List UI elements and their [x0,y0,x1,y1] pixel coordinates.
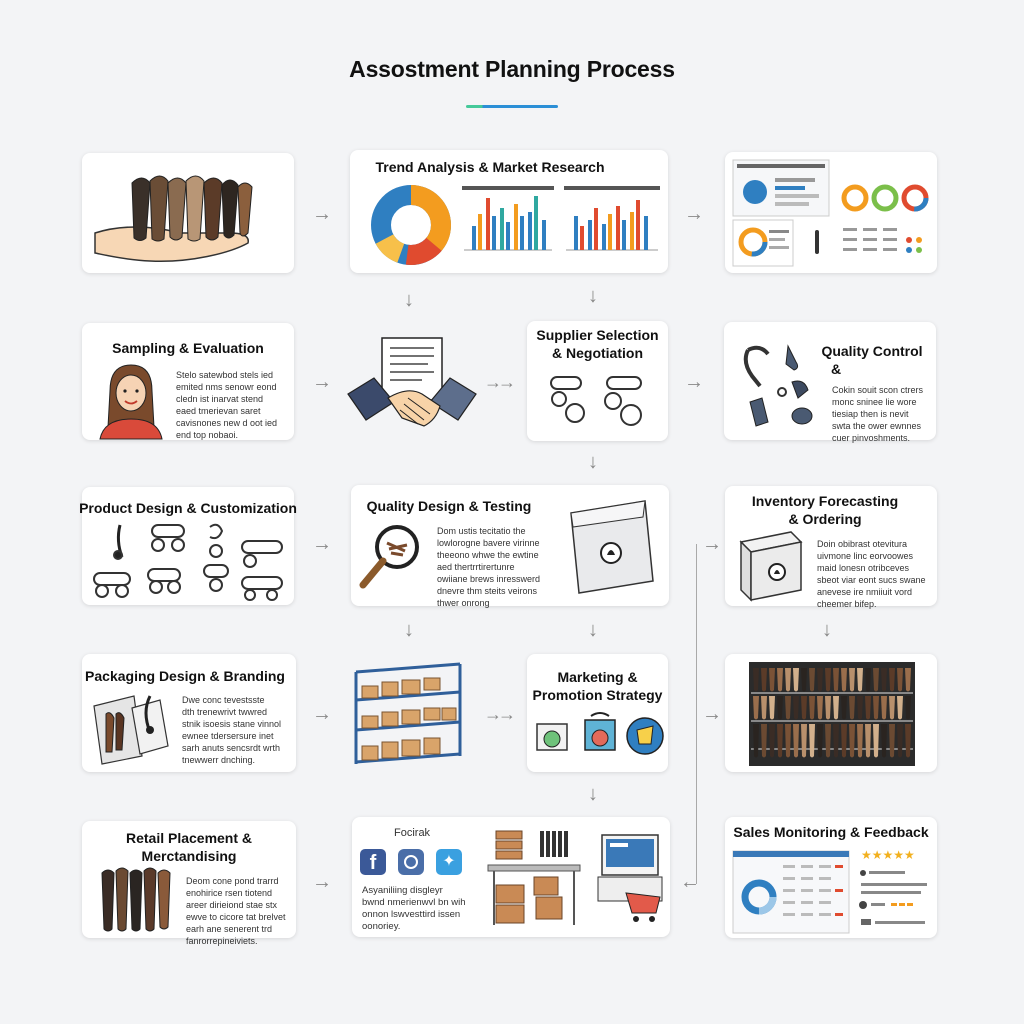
arrow-down-2: ↓ [588,285,598,307]
arrow-r1-2: → [684,203,704,225]
arrow-r2-2: →→ [484,372,512,392]
hair-hand-icon [90,163,290,268]
arrow-down-7: ↓ [588,783,598,805]
promotion-icons [535,712,663,762]
arrow-r2-1: → [312,371,332,393]
arrow-r4-3: → [702,703,722,725]
retail-title-1: Retail Placement & [125,830,253,846]
trend-title: Trend Analysis & Market Research [375,159,605,175]
packaging-body-line: stnik isoesis stane vinnol [182,719,282,729]
hair-bundle [785,724,791,758]
inventory-body [817,538,933,610]
card-social [352,817,670,937]
display-table-icon [484,825,584,933]
inventory-body-line: uivmone linc eorvoowes [817,551,914,561]
bar-chart-icon [462,186,554,258]
magnifier-icon [357,523,423,595]
retail-body-line: areer dirieiond stae stx [186,900,278,910]
quality-control-body [832,384,932,444]
social-body [362,885,486,933]
keychain-icon [738,342,822,432]
quality-control-body-line: swta the ower ewnnes [832,421,922,431]
sales-dashboard-icon [731,847,931,935]
quality-control-body-line: cuer pinvoshments. [832,433,911,443]
arrow-down-6: ↓ [822,619,832,641]
arrow-r4-2: →→ [484,704,512,724]
sales-title: Sales Monitoring & Feedback [733,824,929,840]
connector-vertical [696,544,697,884]
facebook-icon[interactable]: f [360,849,386,875]
quality-design-body-line: dnevre thm steits veirons [437,586,538,596]
packaging-body-line: sarh anuts sencsrdt wrth [182,743,281,753]
page-title: Assostment Planning Process [349,56,675,82]
retail-body-line: fanrorrepineiviets. [186,936,258,946]
inventory-title-1: Inventory Forecasting [751,493,899,509]
hair-bundle [873,724,879,758]
product-design-title: Product Design & Customization [79,500,297,516]
arrow-down-3: ↓ [588,451,598,473]
card-inventory [725,486,937,609]
warehouse-shelf-icon [352,660,466,766]
arrow-r4-1: → [312,703,332,725]
arrow-r5-2: ← [680,871,700,893]
retail-body-line: enohirice rsen tiotend [186,888,273,898]
retail-body [186,875,294,947]
hair-bundle [777,724,783,758]
hair-bundle [761,724,767,758]
inventory-body-line: Doin obibrast otevitura [817,539,908,549]
quality-design-body-line: lowlorogne bavere virinne [437,538,540,548]
social-label: Focirak [394,827,431,839]
hair-bundle [825,724,831,758]
arrow-down-4: ↓ [404,619,414,641]
rack-shelf [751,748,913,750]
hair-bundle [849,724,855,758]
quality-design-body-line: owiiane brews inresswerd [437,574,541,584]
card-marketing [527,654,668,772]
quality-design-body [437,525,551,609]
hair-bundle [865,724,871,758]
package-bag-icon [92,688,172,766]
arrow-r1-1: → [312,203,332,225]
rack-shelf [751,692,913,694]
sampling-body-line: eaed tmerievan saret [176,406,261,416]
quality-control-body-line: monc sninee lie wore [832,397,917,407]
card-retail [82,821,296,946]
box-icon [737,528,805,602]
card-trend-analysis [350,150,668,273]
supplier-title-2: & Negotiation [552,345,643,361]
hair-bundle [881,724,887,758]
quality-design-body-line: thwer onrong [437,598,490,608]
quality-control-title-1: Quality Control [821,343,923,359]
card-quality-design [351,485,669,606]
sampling-body-line: cledn ist inarvat stend [176,394,264,404]
sampling-body-line: end top nobaoi. [176,430,239,440]
quality-design-body-line: theeono whwe the ewtine [437,550,539,560]
social-body-line: oonoriey. [362,921,401,932]
handshake-icon [348,336,476,436]
woman-avatar-icon [96,361,166,439]
quality-control-body-line: tiesiap then is nevit [832,409,909,419]
social-body-line: bwnd nmerienwvl bn wih [362,897,466,908]
retail-title-2: Merctandising [141,848,237,864]
inventory-body-line: cheemer bifep. [817,599,877,609]
retail-body-line: ewve to cicore tat brelvet [186,912,286,922]
arrow-r5-1: → [312,871,332,893]
retail-body-line: earh ane senerent trd [186,924,273,934]
hair-bundle [889,724,895,758]
marketing-title-2: Promotion Strategy [532,687,663,703]
social-body-line: onnon lswvesttird issen [362,909,461,920]
hair-bundle [857,724,863,758]
inventory-body-line: sbeot viar eont sucs swane [817,575,926,585]
packaging-body-line: ewnee tdersersure inet [182,731,274,741]
card-quality-control [724,322,936,443]
hair-bundle [897,724,903,758]
clip-hardware-icon [547,373,651,433]
clip-hardware-icon [92,521,288,601]
hair-bundle [833,724,839,758]
dashboard-icon [733,160,933,268]
quality-control-title-2: & [830,361,842,377]
quality-design-body-line: Dom ustis tecitatio the [437,526,526,536]
card-packaging [82,654,296,772]
donut-chart-icon [368,182,454,268]
hair-bundle [905,724,911,758]
hair-strand-icon [96,865,176,933]
hair-bundle [809,724,815,758]
packaging-body-line: Dwe conc tevestsste [182,695,265,705]
sampling-body [176,369,288,441]
packaging-body [182,694,294,766]
quality-design-title: Quality Design & Testing [366,498,532,514]
hair-bundle [793,724,799,758]
packaging-body-line: dth trenewrivt twwred [182,707,268,717]
packaging-body-line: tnewwerr dnching. [182,755,256,765]
star-rating-icon: ★★★★★ [861,848,915,862]
hair-bundle [753,724,759,758]
shopping-cart-icon [596,833,666,929]
hair-bundle [841,724,847,758]
hair-bundle [801,724,807,758]
sampling-body-line: cavisnones new d oot ied [176,418,278,428]
arrow-down-1: ↓ [404,289,414,311]
card-sampling [82,323,294,440]
sampling-body-line: Stelo satewbod stels ied [176,370,274,380]
card-sales [725,817,937,938]
retail-body-line: Deom cone pond trarrd [186,876,279,886]
marketing-title-1: Marketing & [557,669,638,685]
hair-bundle [817,724,823,758]
bar-chart-icon-2 [564,186,660,258]
card-supplier [527,321,668,441]
card-dashboard [725,152,937,273]
inventory-body-line: anevese ire nmiiuit vord [817,587,913,597]
quality-design-body-line: aed thertrrtirertunre [437,562,515,572]
sampling-title: Sampling & Evaluation [112,340,264,356]
arrow-r3-2: → [702,533,722,555]
package-bag-icon [561,497,657,597]
arrow-down-5: ↓ [588,619,598,641]
card-hair-samples [82,153,294,273]
twitter-icon[interactable]: ✦ [436,849,462,875]
inventory-body-line: maid lonesn otribceves [817,563,910,573]
arrow-r2-3: → [684,371,704,393]
arrow-r3-1: → [312,533,332,555]
hair-bundle [769,724,775,758]
supplier-title-1: Supplier Selection [536,327,659,343]
card-product-design [79,487,297,605]
title-underline [466,105,558,108]
packaging-title: Packaging Design & Branding [85,668,285,684]
instagram-icon[interactable] [398,849,424,875]
hair-rack-icon [747,660,917,768]
quality-control-body-line: Cokin souit scon ctrers [832,385,924,395]
inventory-title-2: & Ordering [788,511,862,527]
social-body-line: Asyaniliing disgleyr [362,885,443,896]
rack-shelf [751,720,913,722]
card-hair-rack [725,654,937,772]
sampling-body-line: emited nms senowr eond [176,382,277,392]
